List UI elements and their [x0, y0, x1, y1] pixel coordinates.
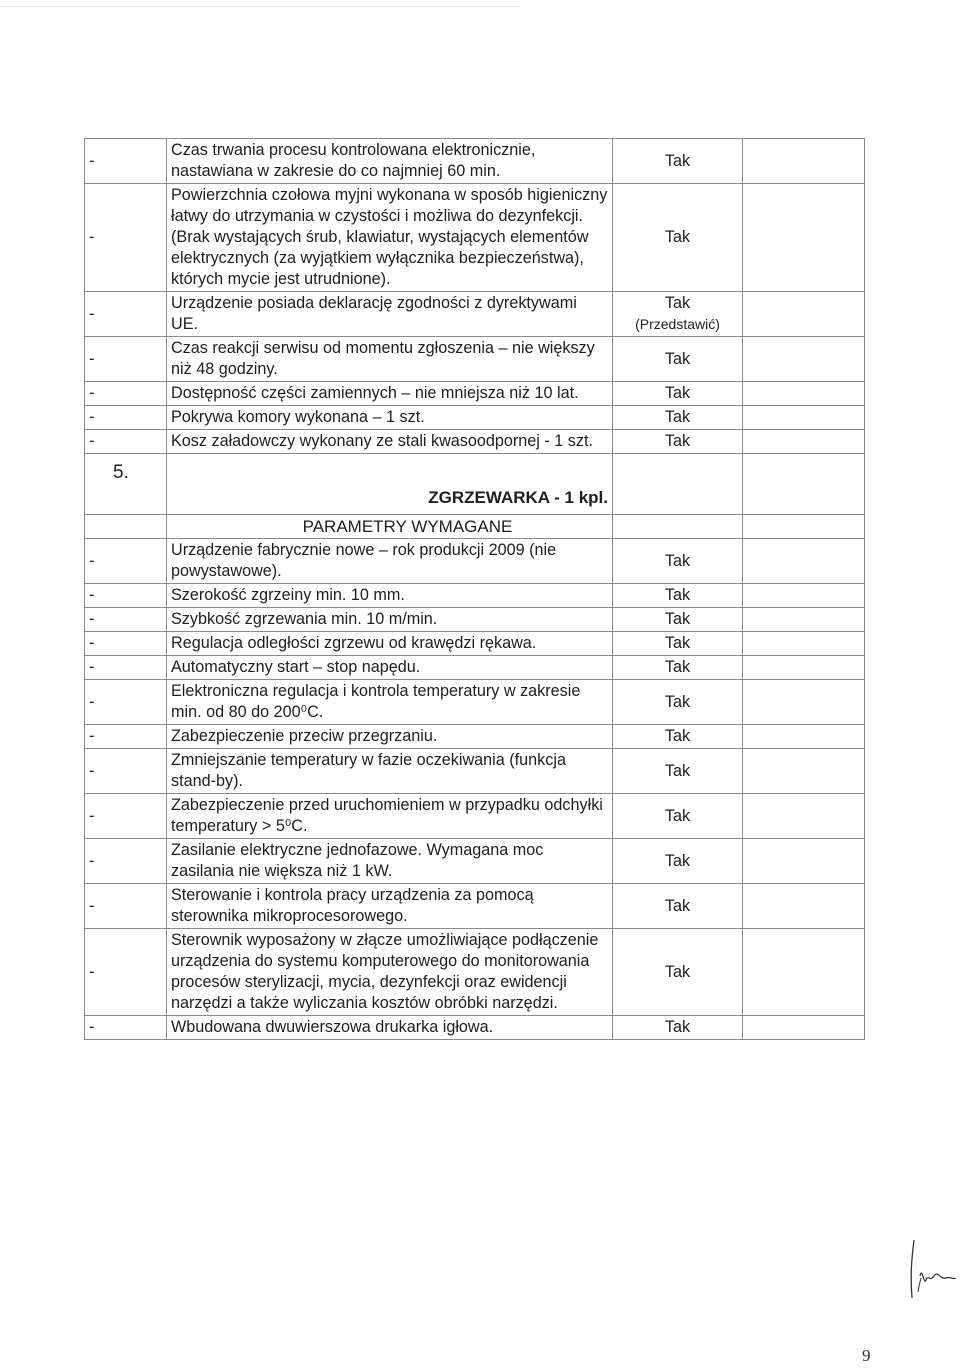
row-bullet: - [85, 929, 167, 1016]
requirement-value-cell [613, 539, 743, 584]
requirement-value-cell [613, 184, 743, 292]
requirement-value: Tak [664, 634, 691, 652]
requirement-text: Zabezpieczenie przeciw przegrzaniu. [167, 725, 613, 749]
requirement-note: (Przedstawić) [635, 316, 720, 332]
requirement-text: Urządzenie posiada deklarację zgodności z dyrektywami UE. [167, 292, 613, 337]
table-row [85, 632, 865, 656]
row-bullet: - [85, 884, 167, 929]
requirement-text: Sterownik wyposażony w złącze umożliwiające podłączenie urządzenia do systemu komputerowego do monitorowania procesów sterylizacji, mycia, dezynfekcji oraz ewidencji narzędzi a także wyliczania kosztów obróbki narzędzi. [167, 929, 613, 1016]
section-row [85, 454, 865, 515]
offered-parameter-cell [743, 884, 865, 929]
section-title: ZGRZEWARKA - 1 kpl. [428, 488, 608, 507]
requirement-value: Tak [664, 851, 691, 870]
table-row [85, 382, 865, 406]
section-number: 5. [85, 454, 167, 515]
table-row [85, 430, 865, 454]
offered-parameter-cell [743, 656, 865, 680]
row-bullet: - [85, 632, 167, 656]
row-bullet: - [85, 337, 167, 382]
requirement-value: Tak [664, 761, 691, 780]
row-bullet: - [85, 794, 167, 839]
requirement-text: Kosz załadowczy wykonany ze stali kwasoodpornej - 1 szt. [167, 430, 613, 454]
offered-parameter-cell [743, 382, 865, 406]
requirement-text: Zmniejszanie temperatury w fazie oczekiwania (funkcja stand-by). [167, 749, 613, 794]
offered-parameter-cell [743, 139, 865, 184]
table-row [85, 749, 865, 794]
offered-parameter-cell [743, 430, 865, 454]
offered-parameter-cell [743, 1016, 865, 1040]
requirement-text: Dostępność części zamiennych – nie mniejsza niż 10 lat. [167, 382, 613, 406]
requirement-value-cell [613, 406, 743, 430]
table-row [85, 839, 865, 884]
table-row [85, 292, 865, 337]
offered-parameter-cell [743, 539, 865, 584]
requirement-text: Szerokość zgrzeiny min. 10 mm. [167, 584, 613, 608]
requirement-text: Automatyczny start – stop napędu. [167, 656, 613, 680]
offered-parameter-cell [743, 584, 865, 608]
table-row [85, 539, 865, 584]
specification-table [84, 138, 865, 1040]
row-bullet: - [85, 139, 167, 184]
requirement-value-cell [613, 1016, 743, 1040]
requirement-value-cell [613, 337, 743, 382]
requirement-value: Tak [664, 586, 691, 604]
row-bullet: - [85, 839, 167, 884]
table-row [85, 929, 865, 1016]
requirement-value: Tak [664, 294, 691, 312]
requirement-value-cell [613, 292, 743, 337]
table-body-bottom [85, 539, 865, 1040]
requirement-text: Urządzenie fabrycznie nowe – rok produkcji 2009 (nie powystawowe). [167, 539, 613, 584]
requirement-value-cell [613, 608, 743, 632]
requirement-value-cell [613, 632, 743, 656]
table-row [85, 337, 865, 382]
requirement-text: Zabezpieczenie przed uruchomieniem w przypadku odchyłki temperatury > 5⁰C. [167, 794, 613, 839]
params-header: PARAMETRY WYMAGANE [167, 515, 613, 539]
row-bullet: - [85, 184, 167, 292]
requirement-text: Zasilanie elektryczne jednofazowe. Wymagana moc zasilania nie większa niż 1 kW. [167, 839, 613, 884]
scan-artifact-line [0, 6, 520, 7]
requirement-value: Tak [664, 384, 691, 402]
requirement-value: Tak [664, 727, 691, 745]
page-number: 9 [862, 1346, 871, 1365]
requirement-value-cell [613, 382, 743, 406]
requirement-value: Tak [664, 551, 691, 570]
requirement-text: Wbudowana dwuwierszowa drukarka igłowa. [167, 1016, 613, 1040]
requirement-value-cell [613, 749, 743, 794]
row-bullet: - [85, 406, 167, 430]
requirement-value-cell [613, 884, 743, 929]
params-header-row [85, 515, 865, 539]
row-bullet: - [85, 292, 167, 337]
table-row [85, 184, 865, 292]
requirement-value-cell [613, 794, 743, 839]
table-body-top [85, 139, 865, 454]
offered-parameter-cell [743, 725, 865, 749]
row-bullet: - [85, 749, 167, 794]
requirement-value: Tak [664, 408, 691, 426]
requirement-value-cell [613, 430, 743, 454]
row-bullet: - [85, 608, 167, 632]
requirement-value-cell [613, 680, 743, 725]
offered-parameter-cell [743, 794, 865, 839]
row-bullet: - [85, 1016, 167, 1040]
offered-parameter-cell [743, 929, 865, 1016]
requirement-value: Tak [664, 692, 691, 711]
table-row [85, 725, 865, 749]
requirement-value: Tak [664, 432, 691, 450]
requirement-text: Czas reakcji serwisu od momentu zgłoszenia – nie większy niż 48 godziny. [167, 337, 613, 382]
requirement-text: Pokrywa komory wykonana – 1 szt. [167, 406, 613, 430]
requirement-value: Tak [664, 349, 691, 368]
table-row [85, 656, 865, 680]
requirement-value: Tak [664, 658, 691, 676]
offered-parameter-cell [743, 292, 865, 337]
table-row [85, 584, 865, 608]
requirement-value-cell [613, 725, 743, 749]
table-row [85, 884, 865, 929]
requirement-value-cell [613, 656, 743, 680]
requirement-value: Tak [664, 896, 691, 915]
requirement-value-cell [613, 139, 743, 184]
requirement-value-cell [613, 584, 743, 608]
table-row [85, 794, 865, 839]
row-bullet: - [85, 584, 167, 608]
row-bullet: - [85, 680, 167, 725]
requirement-text: Szybkość zgrzewania min. 10 m/min. [167, 608, 613, 632]
offered-parameter-cell [743, 749, 865, 794]
table-row [85, 680, 865, 725]
offered-parameter-cell [743, 184, 865, 292]
requirement-value: Tak [664, 228, 691, 246]
requirement-value: Tak [664, 806, 691, 825]
requirement-value-cell [613, 929, 743, 1016]
offered-parameter-cell [743, 406, 865, 430]
requirement-text: Sterowanie i kontrola pracy urządzenia za pomocą sterownika mikroprocesorowego. [167, 884, 613, 929]
table-row [85, 139, 865, 184]
requirement-value: Tak [664, 610, 691, 628]
requirement-text: Elektroniczna regulacja i kontrola temperatury w zakresie min. od 80 do 200⁰C. [167, 680, 613, 725]
requirement-text: Regulacja odległości zgrzewu od krawędzi rękawa. [167, 632, 613, 656]
table-row [85, 406, 865, 430]
offered-parameter-cell [743, 608, 865, 632]
offered-parameter-cell [743, 839, 865, 884]
row-bullet: - [85, 725, 167, 749]
table-section-header [85, 454, 865, 539]
requirement-value: Tak [664, 1018, 691, 1036]
offered-parameter-cell [743, 632, 865, 656]
offered-parameter-cell [743, 680, 865, 725]
requirement-value: Tak [664, 962, 691, 981]
handwritten-signature [900, 1236, 960, 1306]
requirement-text: Powierzchnia czołowa myjni wykonana w sposób higieniczny łatwy do utrzymania w czystości i możliwa do dezynfekcji. (Brak wystających śrub, klawiatur, wystających elementów elektrycznych (za wyjątkiem wyłącznika bezpieczeństwa), których mycie jest utrudnione). [167, 184, 613, 292]
row-bullet: - [85, 430, 167, 454]
requirement-text: Czas trwania procesu kontrolowana elektronicznie, nastawiana w zakresie do co najmniej 60 min. [167, 139, 613, 184]
row-bullet: - [85, 539, 167, 584]
requirement-value-cell [613, 839, 743, 884]
requirement-value: Tak [664, 151, 691, 170]
row-bullet: - [85, 382, 167, 406]
table-row [85, 1016, 865, 1040]
offered-parameter-cell [743, 337, 865, 382]
row-bullet: - [85, 656, 167, 680]
table-row [85, 608, 865, 632]
